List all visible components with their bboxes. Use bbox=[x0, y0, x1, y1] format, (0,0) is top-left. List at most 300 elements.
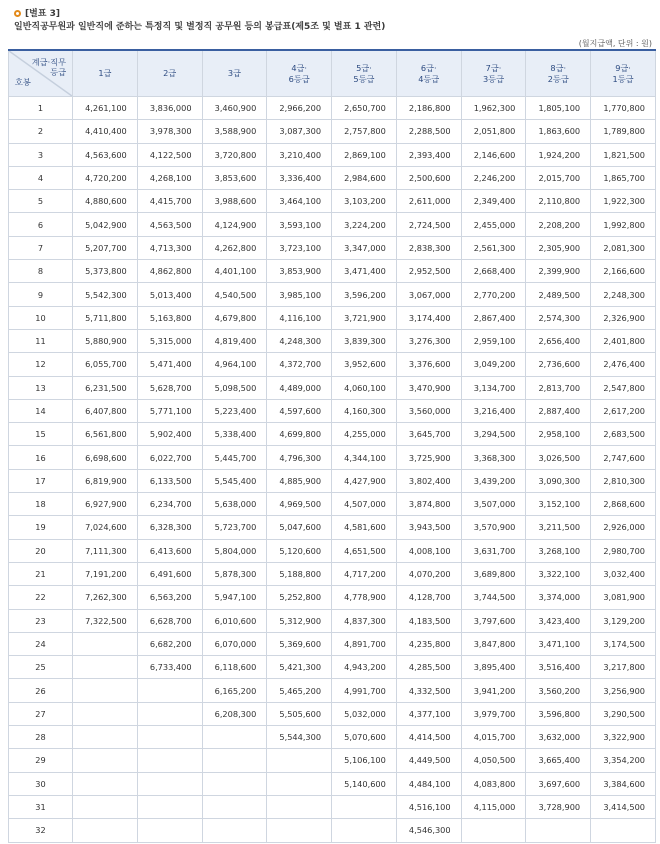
table-row bbox=[9, 749, 656, 772]
salary-cell: 6,491,600 bbox=[137, 562, 202, 585]
salary-cell: 2,683,500 bbox=[591, 423, 656, 446]
corner-top-label-2: 등급 bbox=[50, 67, 66, 77]
salary-cell: 4,540,500 bbox=[202, 283, 267, 306]
salary-cell: 2,747,600 bbox=[591, 446, 656, 469]
salary-cell: 5,223,400 bbox=[202, 399, 267, 422]
salary-cell bbox=[73, 726, 138, 749]
salary-cell: 2,757,800 bbox=[332, 120, 397, 143]
salary-cell: 4,160,300 bbox=[332, 399, 397, 422]
salary-cell: 4,410,400 bbox=[73, 120, 138, 143]
salary-cell: 3,322,900 bbox=[591, 726, 656, 749]
step-cell: 3 bbox=[9, 143, 73, 166]
column-header-line2: 4등급 bbox=[418, 73, 440, 84]
table-row bbox=[9, 632, 656, 655]
salary-cell: 5,070,600 bbox=[332, 726, 397, 749]
salary-cell: 3,210,400 bbox=[267, 143, 332, 166]
table-row bbox=[9, 143, 656, 166]
step-cell: 6 bbox=[9, 213, 73, 236]
salary-cell: 4,891,700 bbox=[332, 632, 397, 655]
table-row bbox=[9, 306, 656, 329]
salary-cell: 3,049,200 bbox=[461, 353, 526, 376]
salary-cell: 6,208,300 bbox=[202, 702, 267, 725]
salary-cell: 4,414,500 bbox=[396, 726, 461, 749]
salary-cell: 5,312,900 bbox=[267, 609, 332, 632]
salary-cell: 6,628,700 bbox=[137, 609, 202, 632]
salary-cell: 3,952,600 bbox=[332, 353, 397, 376]
table-row bbox=[9, 446, 656, 469]
annex-label: [별표 3] bbox=[25, 9, 61, 19]
salary-cell: 6,118,600 bbox=[202, 656, 267, 679]
salary-cell: 4,116,100 bbox=[267, 306, 332, 329]
salary-cell: 3,347,000 bbox=[332, 236, 397, 259]
table-row bbox=[9, 283, 656, 306]
salary-cell: 6,819,900 bbox=[73, 469, 138, 492]
column-header bbox=[526, 50, 591, 97]
table-row bbox=[9, 539, 656, 562]
salary-cell: 4,183,500 bbox=[396, 609, 461, 632]
salary-cell: 3,593,100 bbox=[267, 213, 332, 236]
salary-cell: 3,802,400 bbox=[396, 469, 461, 492]
salary-cell: 2,617,200 bbox=[591, 399, 656, 422]
salary-cell: 3,268,100 bbox=[526, 539, 591, 562]
salary-cell: 2,081,300 bbox=[591, 236, 656, 259]
salary-cell: 3,384,600 bbox=[591, 772, 656, 795]
step-cell: 27 bbox=[9, 702, 73, 725]
salary-cell bbox=[137, 795, 202, 818]
salary-cell: 3,943,500 bbox=[396, 516, 461, 539]
salary-cell: 3,276,300 bbox=[396, 329, 461, 352]
salary-cell: 2,574,300 bbox=[526, 306, 591, 329]
salary-cell bbox=[73, 656, 138, 679]
table-row bbox=[9, 376, 656, 399]
salary-cell: 2,500,600 bbox=[396, 166, 461, 189]
table-row bbox=[9, 213, 656, 236]
salary-cell: 2,958,100 bbox=[526, 423, 591, 446]
table-row bbox=[9, 819, 656, 842]
salary-cell: 3,152,100 bbox=[526, 493, 591, 516]
salary-cell: 2,547,800 bbox=[591, 376, 656, 399]
salary-cell: 2,656,400 bbox=[526, 329, 591, 352]
salary-cell: 2,305,900 bbox=[526, 236, 591, 259]
salary-cell: 2,561,300 bbox=[461, 236, 526, 259]
salary-cell: 3,853,600 bbox=[202, 166, 267, 189]
salary-cell: 6,698,600 bbox=[73, 446, 138, 469]
table-row bbox=[9, 423, 656, 446]
salary-cell: 3,174,500 bbox=[591, 632, 656, 655]
salary-cell: 4,778,900 bbox=[332, 586, 397, 609]
column-header-line2: 2등급 bbox=[547, 73, 569, 84]
step-cell: 16 bbox=[9, 446, 73, 469]
salary-cell bbox=[267, 772, 332, 795]
salary-cell bbox=[73, 772, 138, 795]
salary-cell: 2,399,900 bbox=[526, 260, 591, 283]
salary-cell: 2,966,200 bbox=[267, 97, 332, 120]
step-cell: 18 bbox=[9, 493, 73, 516]
salary-cell: 4,268,100 bbox=[137, 166, 202, 189]
step-cell: 19 bbox=[9, 516, 73, 539]
salary-cell: 5,465,200 bbox=[267, 679, 332, 702]
table-row bbox=[9, 353, 656, 376]
step-cell: 14 bbox=[9, 399, 73, 422]
salary-cell: 4,713,300 bbox=[137, 236, 202, 259]
step-cell: 10 bbox=[9, 306, 73, 329]
step-cell: 15 bbox=[9, 423, 73, 446]
salary-cell: 5,723,700 bbox=[202, 516, 267, 539]
salary-cell: 4,563,500 bbox=[137, 213, 202, 236]
salary-cell: 4,122,500 bbox=[137, 143, 202, 166]
salary-cell: 4,489,000 bbox=[267, 376, 332, 399]
salary-cell: 2,770,200 bbox=[461, 283, 526, 306]
salary-cell: 4,581,600 bbox=[332, 516, 397, 539]
salary-cell: 6,010,600 bbox=[202, 609, 267, 632]
salary-cell: 4,964,100 bbox=[202, 353, 267, 376]
salary-cell: 6,682,200 bbox=[137, 632, 202, 655]
salary-cell bbox=[137, 749, 202, 772]
column-header-line2: 1등급 bbox=[612, 73, 634, 84]
salary-cell: 2,650,700 bbox=[332, 97, 397, 120]
corner-bottom-label: 호봉 bbox=[15, 77, 31, 87]
salary-cell: 7,024,600 bbox=[73, 516, 138, 539]
salary-cell: 5,042,900 bbox=[73, 213, 138, 236]
salary-cell: 6,561,800 bbox=[73, 423, 138, 446]
column-header-line1: 5급· bbox=[356, 62, 372, 73]
salary-cell: 5,120,600 bbox=[267, 539, 332, 562]
salary-cell: 3,836,000 bbox=[137, 97, 202, 120]
salary-cell: 4,427,900 bbox=[332, 469, 397, 492]
salary-cell: 3,256,900 bbox=[591, 679, 656, 702]
salary-cell: 3,874,800 bbox=[396, 493, 461, 516]
salary-cell: 5,140,600 bbox=[332, 772, 397, 795]
salary-cell: 3,460,900 bbox=[202, 97, 267, 120]
salary-cell: 4,377,100 bbox=[396, 702, 461, 725]
salary-cell: 5,878,300 bbox=[202, 562, 267, 585]
salary-cell: 3,103,200 bbox=[332, 190, 397, 213]
salary-cell: 3,368,300 bbox=[461, 446, 526, 469]
salary-cell: 4,344,100 bbox=[332, 446, 397, 469]
salary-cell: 3,217,800 bbox=[591, 656, 656, 679]
salary-cell: 5,711,800 bbox=[73, 306, 138, 329]
step-cell: 9 bbox=[9, 283, 73, 306]
salary-cell bbox=[267, 749, 332, 772]
salary-cell: 2,668,400 bbox=[461, 260, 526, 283]
salary-cell: 3,081,900 bbox=[591, 586, 656, 609]
salary-cell: 2,611,000 bbox=[396, 190, 461, 213]
salary-cell: 4,332,500 bbox=[396, 679, 461, 702]
salary-cell bbox=[137, 726, 202, 749]
salary-cell: 2,867,400 bbox=[461, 306, 526, 329]
step-cell: 23 bbox=[9, 609, 73, 632]
salary-cell bbox=[267, 819, 332, 842]
salary-cell: 4,796,300 bbox=[267, 446, 332, 469]
salary-cell: 3,723,100 bbox=[267, 236, 332, 259]
salary-cell: 4,563,600 bbox=[73, 143, 138, 166]
salary-cell: 4,720,200 bbox=[73, 166, 138, 189]
salary-cell: 3,978,300 bbox=[137, 120, 202, 143]
salary-cell: 3,560,200 bbox=[526, 679, 591, 702]
salary-cell: 4,015,700 bbox=[461, 726, 526, 749]
step-cell: 29 bbox=[9, 749, 73, 772]
salary-cell: 5,098,500 bbox=[202, 376, 267, 399]
salary-cell: 2,015,700 bbox=[526, 166, 591, 189]
salary-cell: 5,207,700 bbox=[73, 236, 138, 259]
salary-cell: 5,369,600 bbox=[267, 632, 332, 655]
salary-cell: 4,837,300 bbox=[332, 609, 397, 632]
table-row bbox=[9, 795, 656, 818]
salary-cell: 6,070,000 bbox=[202, 632, 267, 655]
salary-cell: 2,887,400 bbox=[526, 399, 591, 422]
table-row bbox=[9, 190, 656, 213]
salary-cell: 3,134,700 bbox=[461, 376, 526, 399]
salary-cell: 4,070,200 bbox=[396, 562, 461, 585]
salary-cell: 6,133,500 bbox=[137, 469, 202, 492]
salary-cell: 4,128,700 bbox=[396, 586, 461, 609]
column-header bbox=[332, 50, 397, 97]
table-header-row bbox=[9, 50, 656, 97]
salary-cell: 2,952,500 bbox=[396, 260, 461, 283]
salary-cell: 2,110,800 bbox=[526, 190, 591, 213]
salary-cell: 1,805,100 bbox=[526, 97, 591, 120]
step-cell: 7 bbox=[9, 236, 73, 259]
salary-cell: 2,051,800 bbox=[461, 120, 526, 143]
salary-cell: 2,288,500 bbox=[396, 120, 461, 143]
salary-cell: 3,744,500 bbox=[461, 586, 526, 609]
column-header bbox=[202, 50, 267, 97]
salary-cell: 3,354,200 bbox=[591, 749, 656, 772]
salary-cell: 3,464,100 bbox=[267, 190, 332, 213]
salary-cell bbox=[73, 702, 138, 725]
salary-cell: 2,146,600 bbox=[461, 143, 526, 166]
salary-cell: 4,507,000 bbox=[332, 493, 397, 516]
column-header bbox=[73, 50, 138, 97]
salary-cell: 5,421,300 bbox=[267, 656, 332, 679]
salary-cell bbox=[526, 819, 591, 842]
table-row bbox=[9, 260, 656, 283]
salary-cell: 5,338,400 bbox=[202, 423, 267, 446]
salary-cell: 3,211,500 bbox=[526, 516, 591, 539]
salary-cell bbox=[461, 819, 526, 842]
salary-cell: 2,724,500 bbox=[396, 213, 461, 236]
salary-cell: 4,248,300 bbox=[267, 329, 332, 352]
table-row bbox=[9, 493, 656, 516]
salary-cell: 3,720,800 bbox=[202, 143, 267, 166]
table-row bbox=[9, 120, 656, 143]
salary-cell: 7,262,300 bbox=[73, 586, 138, 609]
table-row bbox=[9, 679, 656, 702]
salary-cell: 4,516,100 bbox=[396, 795, 461, 818]
salary-cell bbox=[73, 632, 138, 655]
table-row bbox=[9, 329, 656, 352]
step-cell: 30 bbox=[9, 772, 73, 795]
salary-cell: 2,959,100 bbox=[461, 329, 526, 352]
table-row bbox=[9, 702, 656, 725]
salary-cell: 3,596,800 bbox=[526, 702, 591, 725]
salary-cell: 4,885,900 bbox=[267, 469, 332, 492]
salary-cell: 3,471,100 bbox=[526, 632, 591, 655]
step-cell: 2 bbox=[9, 120, 73, 143]
salary-cell: 2,326,900 bbox=[591, 306, 656, 329]
salary-cell: 3,560,000 bbox=[396, 399, 461, 422]
salary-cell: 5,188,800 bbox=[267, 562, 332, 585]
salary-cell: 5,947,100 bbox=[202, 586, 267, 609]
salary-cell bbox=[137, 679, 202, 702]
step-cell: 13 bbox=[9, 376, 73, 399]
step-cell: 17 bbox=[9, 469, 73, 492]
salary-cell: 3,725,900 bbox=[396, 446, 461, 469]
step-cell: 24 bbox=[9, 632, 73, 655]
salary-cell: 4,597,600 bbox=[267, 399, 332, 422]
salary-cell: 4,449,500 bbox=[396, 749, 461, 772]
step-cell: 22 bbox=[9, 586, 73, 609]
salary-cell: 2,349,400 bbox=[461, 190, 526, 213]
salary-cell: 3,570,900 bbox=[461, 516, 526, 539]
salary-cell: 3,129,200 bbox=[591, 609, 656, 632]
table-body bbox=[9, 97, 656, 843]
table-row bbox=[9, 772, 656, 795]
salary-cell: 2,186,800 bbox=[396, 97, 461, 120]
salary-cell: 2,813,700 bbox=[526, 376, 591, 399]
column-header-line1: 7급· bbox=[485, 62, 502, 73]
column-header-line1: 8급· bbox=[550, 62, 567, 73]
salary-cell: 4,115,000 bbox=[461, 795, 526, 818]
table-row bbox=[9, 586, 656, 609]
salary-cell: 5,373,800 bbox=[73, 260, 138, 283]
salary-cell: 4,235,800 bbox=[396, 632, 461, 655]
salary-cell: 7,191,200 bbox=[73, 562, 138, 585]
column-header bbox=[396, 50, 461, 97]
salary-cell: 5,628,700 bbox=[137, 376, 202, 399]
salary-cell: 3,471,400 bbox=[332, 260, 397, 283]
salary-cell: 5,032,000 bbox=[332, 702, 397, 725]
salary-cell: 3,988,600 bbox=[202, 190, 267, 213]
salary-cell: 7,111,300 bbox=[73, 539, 138, 562]
salary-cell: 4,060,100 bbox=[332, 376, 397, 399]
salary-cell: 4,285,500 bbox=[396, 656, 461, 679]
salary-cell: 5,542,300 bbox=[73, 283, 138, 306]
salary-cell bbox=[73, 795, 138, 818]
salary-cell: 2,926,000 bbox=[591, 516, 656, 539]
salary-cell bbox=[267, 795, 332, 818]
salary-cell: 4,969,500 bbox=[267, 493, 332, 516]
salary-cell: 3,470,900 bbox=[396, 376, 461, 399]
salary-cell: 3,797,600 bbox=[461, 609, 526, 632]
salary-cell: 3,090,300 bbox=[526, 469, 591, 492]
salary-cell: 4,372,700 bbox=[267, 353, 332, 376]
salary-cell: 4,008,100 bbox=[396, 539, 461, 562]
salary-cell: 1,924,200 bbox=[526, 143, 591, 166]
salary-cell: 3,839,300 bbox=[332, 329, 397, 352]
salary-cell: 3,087,300 bbox=[267, 120, 332, 143]
salary-cell: 3,224,200 bbox=[332, 213, 397, 236]
salary-cell: 4,679,800 bbox=[202, 306, 267, 329]
salary-cell: 2,810,300 bbox=[591, 469, 656, 492]
salary-cell: 2,980,700 bbox=[591, 539, 656, 562]
salary-cell: 5,505,600 bbox=[267, 702, 332, 725]
table-row bbox=[9, 656, 656, 679]
column-header-line2: 5등급 bbox=[353, 73, 375, 84]
salary-cell: 3,665,400 bbox=[526, 749, 591, 772]
salary-cell: 4,262,800 bbox=[202, 236, 267, 259]
salary-cell: 3,374,000 bbox=[526, 586, 591, 609]
salary-cell: 4,717,200 bbox=[332, 562, 397, 585]
salary-cell bbox=[137, 819, 202, 842]
salary-cell: 4,651,500 bbox=[332, 539, 397, 562]
salary-cell: 3,423,400 bbox=[526, 609, 591, 632]
salary-cell: 1,821,500 bbox=[591, 143, 656, 166]
salary-cell: 4,401,100 bbox=[202, 260, 267, 283]
corner-header bbox=[9, 50, 73, 97]
table-row bbox=[9, 166, 656, 189]
salary-cell: 3,631,700 bbox=[461, 539, 526, 562]
step-cell: 12 bbox=[9, 353, 73, 376]
document-title: 일반직공무원과 일반직에 준하는 특정직 및 별정직 공무원 등의 봉급표(제5조 및 별표 1 관련) bbox=[14, 22, 386, 32]
salary-cell bbox=[202, 749, 267, 772]
salary-cell: 2,476,400 bbox=[591, 353, 656, 376]
salary-cell: 5,771,100 bbox=[137, 399, 202, 422]
salary-cell: 3,290,500 bbox=[591, 702, 656, 725]
salary-cell: 5,902,400 bbox=[137, 423, 202, 446]
column-header-line1: 4급· bbox=[291, 62, 308, 73]
salary-cell: 6,413,600 bbox=[137, 539, 202, 562]
salary-cell: 3,322,100 bbox=[526, 562, 591, 585]
salary-cell: 3,645,700 bbox=[396, 423, 461, 446]
salary-cell: 2,455,000 bbox=[461, 213, 526, 236]
salary-cell: 1,863,600 bbox=[526, 120, 591, 143]
column-header-line1: 3급 bbox=[227, 68, 241, 78]
salary-cell: 4,124,900 bbox=[202, 213, 267, 236]
table-row bbox=[9, 236, 656, 259]
salary-cell: 1,992,800 bbox=[591, 213, 656, 236]
salary-cell: 3,853,900 bbox=[267, 260, 332, 283]
salary-cell bbox=[73, 679, 138, 702]
salary-cell: 6,563,200 bbox=[137, 586, 202, 609]
salary-cell: 2,736,600 bbox=[526, 353, 591, 376]
table-row bbox=[9, 399, 656, 422]
step-cell: 4 bbox=[9, 166, 73, 189]
step-cell: 25 bbox=[9, 656, 73, 679]
salary-cell: 3,516,400 bbox=[526, 656, 591, 679]
salary-cell: 3,026,500 bbox=[526, 446, 591, 469]
salary-cell: 4,943,200 bbox=[332, 656, 397, 679]
column-header bbox=[591, 50, 656, 97]
step-cell: 32 bbox=[9, 819, 73, 842]
salary-cell bbox=[202, 819, 267, 842]
table-row bbox=[9, 97, 656, 120]
column-header-line1: 9급· bbox=[615, 62, 631, 73]
salary-cell: 5,163,800 bbox=[137, 306, 202, 329]
salary-cell: 2,248,300 bbox=[591, 283, 656, 306]
corner-top-label: 계급·직무 bbox=[31, 57, 66, 67]
salary-cell: 3,376,600 bbox=[396, 353, 461, 376]
salary-cell: 7,322,500 bbox=[73, 609, 138, 632]
salary-cell: 4,050,500 bbox=[461, 749, 526, 772]
salary-cell: 3,294,500 bbox=[461, 423, 526, 446]
column-header-line1: 2급 bbox=[163, 68, 177, 78]
salary-cell: 3,216,400 bbox=[461, 399, 526, 422]
salary-cell: 3,632,000 bbox=[526, 726, 591, 749]
salary-cell: 3,032,400 bbox=[591, 562, 656, 585]
step-cell: 20 bbox=[9, 539, 73, 562]
salary-cell: 3,979,700 bbox=[461, 702, 526, 725]
table-row bbox=[9, 469, 656, 492]
table-row bbox=[9, 516, 656, 539]
salary-cell: 2,208,200 bbox=[526, 213, 591, 236]
step-cell: 28 bbox=[9, 726, 73, 749]
step-cell: 26 bbox=[9, 679, 73, 702]
salary-cell: 4,255,000 bbox=[332, 423, 397, 446]
salary-cell: 1,865,700 bbox=[591, 166, 656, 189]
salary-cell: 2,393,400 bbox=[396, 143, 461, 166]
salary-cell: 5,106,100 bbox=[332, 749, 397, 772]
